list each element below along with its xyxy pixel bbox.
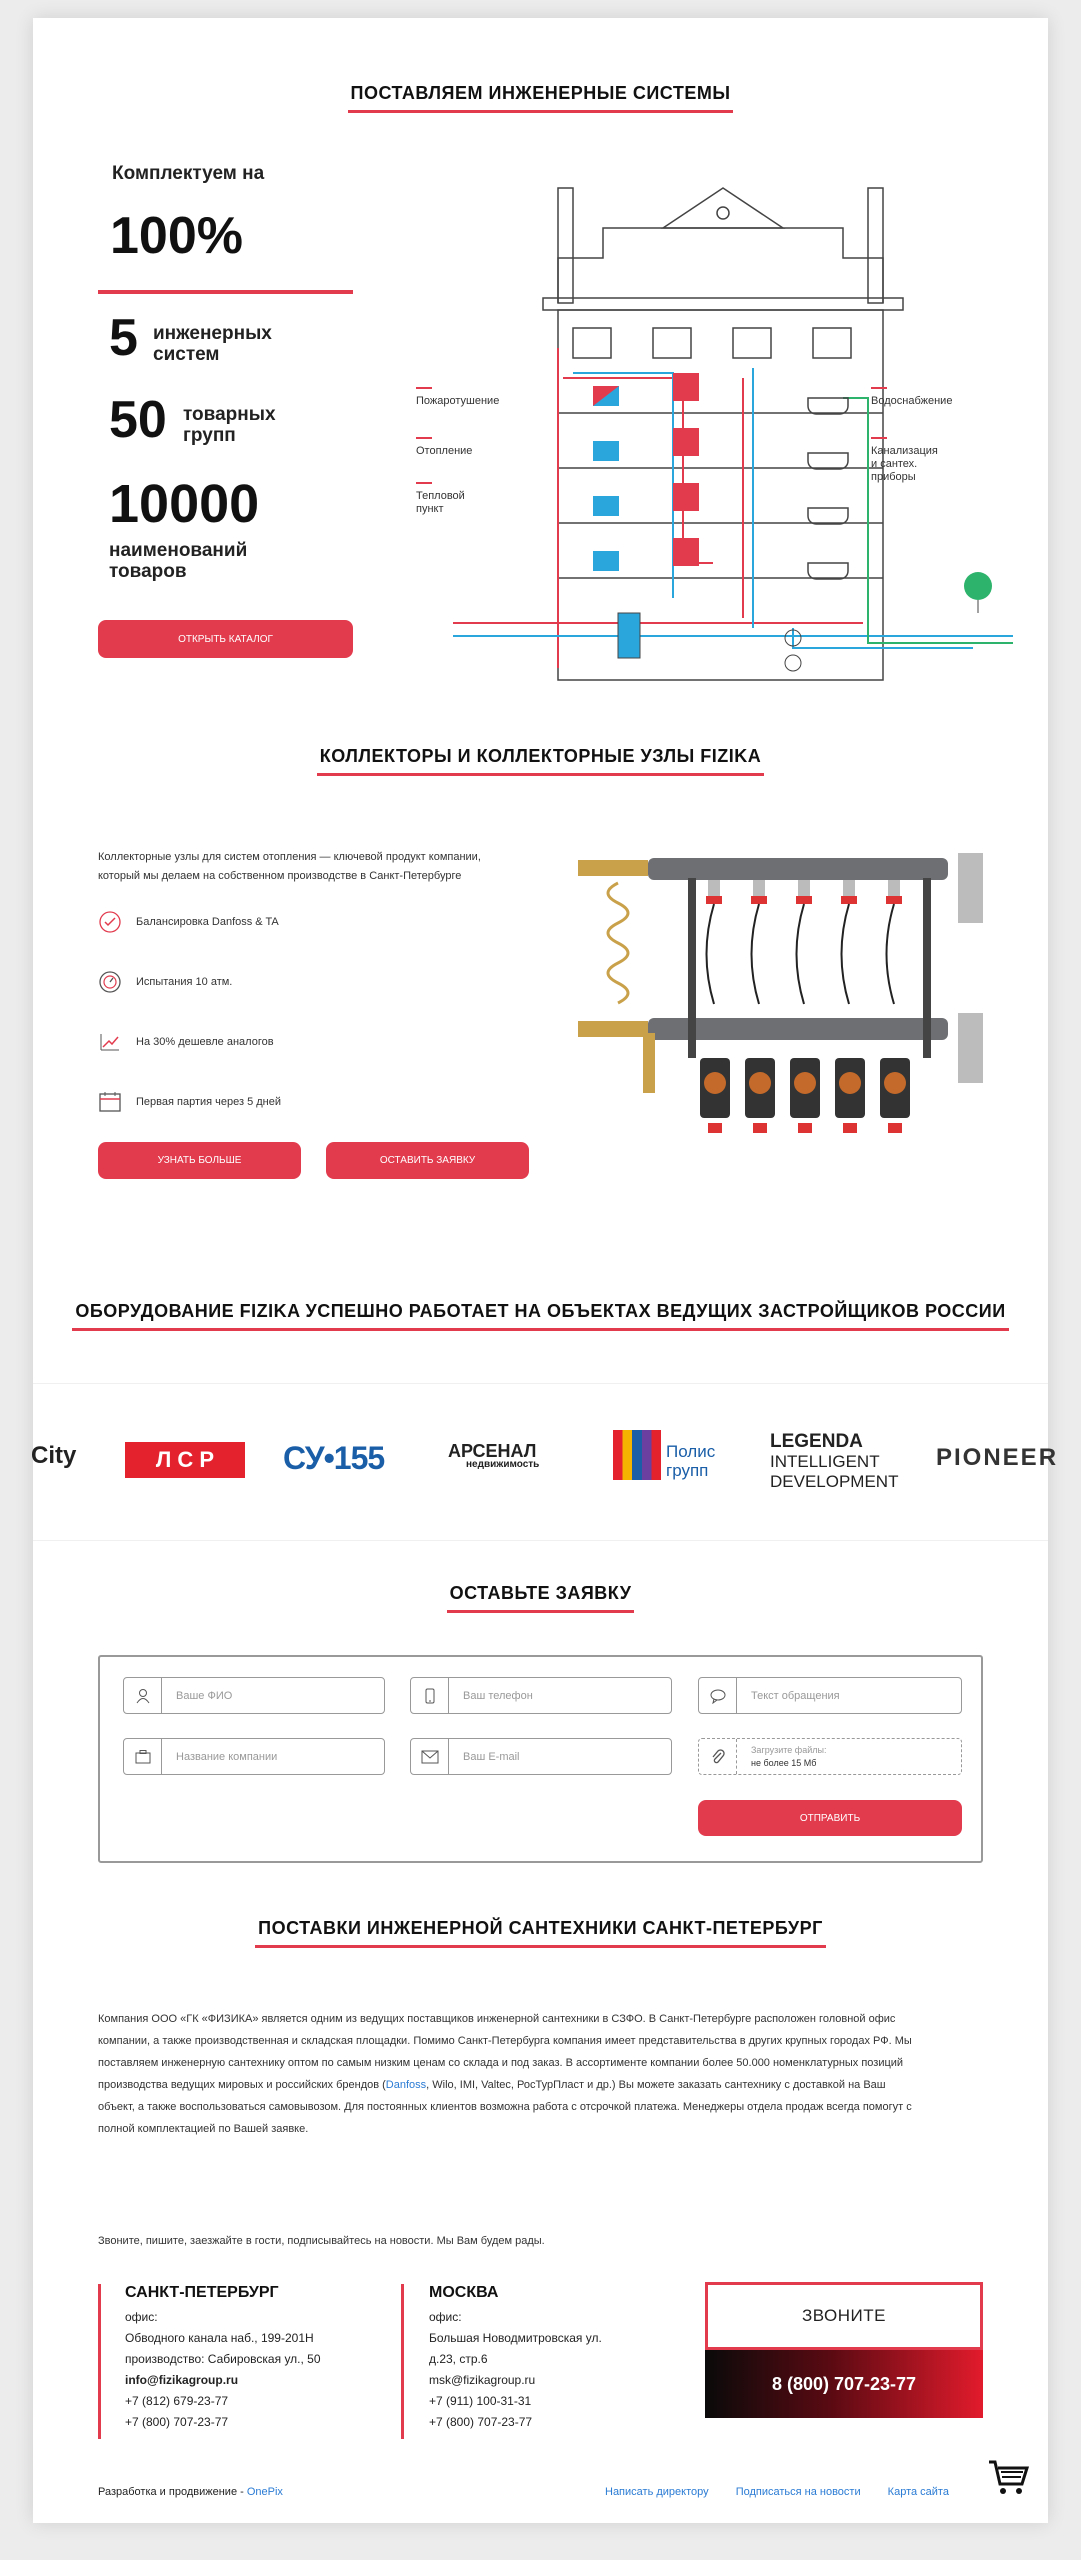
write-director-link[interactable]: Написать директору bbox=[605, 2486, 709, 2498]
feature-item: Испытания 10 атм. bbox=[98, 970, 232, 994]
logo-polis: Полис групп bbox=[666, 1442, 716, 1480]
footer-invite: Звоните, пишите, заезжайте в гости, подписывайтесь на новости. Мы Вам будем рады. bbox=[98, 2235, 545, 2247]
contacts-spb: САНКТ-ПЕТЕРБУРГ офис: Обводного канала наб., 199-201Н производство: Сабировская ул., 50 info@fizikagroup.ru +7 (812) 679-23-77 +7 (800) 707-23-77 bbox=[125, 2281, 321, 2433]
call-number-button[interactable]: 8 (800) 707-23-77 bbox=[705, 2350, 983, 2418]
feature-item: На 30% дешевле аналогов bbox=[98, 1030, 274, 1054]
section-title-partners: ОБОРУДОВАНИЕ FIZIKA УСПЕШНО РАБОТАЕТ НА ОБЪЕКТАХ ВЕДУЩИХ ЗАСТРОЙЩИКОВ РОССИИ bbox=[33, 1301, 1048, 1331]
learn-more-button[interactable]: УЗНАТЬ БОЛЬШЕ bbox=[98, 1142, 301, 1179]
onepix-link[interactable]: OnePix bbox=[246, 2486, 283, 2498]
company-field[interactable]: Название компании bbox=[123, 1738, 385, 1775]
stat-number: 10000 bbox=[109, 474, 260, 534]
msk-email-link[interactable]: msk@fizikagroup.ru bbox=[429, 2373, 536, 2387]
subscribe-news-link[interactable]: Подписаться на новости bbox=[735, 2486, 861, 2498]
spb-email-link[interactable]: info@fizikagroup.ru bbox=[125, 2373, 239, 2387]
diagram-label-heating: Отопление bbox=[416, 445, 473, 457]
contacts-msk: МОСКВА офис: Большая Новодмитровская ул. д.23, стр.6 msk@fizikagroup.ru +7 (911) 100-31-31 +7 (800) 707-23-77 bbox=[429, 2281, 602, 2433]
about-text: Компания ООО «ГК «ФИЗИКА» является одним из ведущих поставщиков инженерной сантехники в СЗФО. В Санкт-Петербурге расположен головной офис компании, а также производственная и складская площадки. Помимо Санкт-Петербурга компания имеет представительства в других крупных городах РФ. Мы поставляем инженерную сантехнику оптом по самым низким ценам со склада и под заказ. В ассортименте компании более 50.000 номенклатурных позиций производства ведущих мировых и российских брендов (Danfoss, Wilo, IMI, Valtec, РосТурПласт и др.) Вы можете заказать сантехнику с доставкой на Ваш объект, а также воспользоваться самовывозом. Для постоянных клиентов возможна работа с отсрочкой платежа. Менеджеры отдела продаж всегда помогут с полной комплектацией по Вашей заявке. bbox=[98, 2013, 912, 2135]
logo-city: City bbox=[31, 1442, 77, 1469]
diagram-label-fire: Пожаротушение bbox=[416, 395, 500, 407]
divider bbox=[98, 2284, 101, 2439]
diagram-label-heat-point: Тепловой пункт bbox=[416, 490, 465, 515]
section-title-about: ПОСТАВКИ ИНЖЕНЕРНОЙ САНТЕХНИКИ САНКТ-ПЕТЕРБУРГ bbox=[33, 1918, 1048, 1948]
logo-legenda: LEGENDA INTELLIGENT DEVELOPMENT bbox=[770, 1431, 899, 1491]
briefcase-icon bbox=[124, 1739, 162, 1774]
complect-label: Комплектуем на bbox=[112, 163, 265, 184]
logo-lsr: Л С Р bbox=[125, 1442, 245, 1478]
chat-icon bbox=[699, 1678, 737, 1713]
stat-label: наименований товаров bbox=[109, 540, 248, 582]
check-circle-icon bbox=[98, 910, 122, 934]
logo-su155: СУ•155 bbox=[283, 1440, 385, 1476]
footer-links bbox=[605, 2486, 949, 2498]
feature-item: Первая партия через 5 дней bbox=[98, 1090, 281, 1114]
msk-phone[interactable]: +7 (911) 100-31-31 bbox=[429, 2394, 532, 2408]
cart-icon[interactable] bbox=[987, 2458, 1029, 2503]
engineering-systems-diagram bbox=[413, 168, 1033, 698]
stat-label: товарных групп bbox=[183, 404, 276, 446]
partners-logos-strip bbox=[31, 1383, 1059, 1541]
stat-label: инженерных систем bbox=[153, 323, 272, 365]
calendar-icon bbox=[98, 1090, 122, 1114]
msk-phone[interactable]: +7 (800) 707-23-77 bbox=[429, 2415, 533, 2429]
request-form bbox=[98, 1655, 983, 1863]
diagram-label-sewer: Канализация и сантех. приборы bbox=[871, 445, 938, 483]
spb-phone[interactable]: +7 (800) 707-23-77 bbox=[125, 2415, 229, 2429]
logo-polis-mark bbox=[613, 1430, 661, 1480]
stat-number: 50 bbox=[109, 391, 167, 449]
section-title-form: ОСТАВЬТЕ ЗАЯВКУ bbox=[33, 1583, 1048, 1613]
developer-credit: Разработка и продвижение - OnePix bbox=[98, 2486, 283, 2498]
feature-item: Балансировка Danfoss & TA bbox=[98, 910, 279, 934]
divider bbox=[401, 2284, 404, 2439]
collector-product-image bbox=[558, 818, 998, 1228]
trend-up-icon bbox=[98, 1030, 122, 1054]
name-field[interactable]: Ваше ФИО bbox=[123, 1677, 385, 1714]
phone-field[interactable]: Ваш телефон bbox=[410, 1677, 672, 1714]
email-field[interactable]: Ваш E-mail bbox=[410, 1738, 672, 1775]
submit-button[interactable]: ОТПРАВИТЬ bbox=[698, 1800, 962, 1836]
file-upload[interactable] bbox=[698, 1738, 962, 1775]
spb-phone[interactable]: +7 (812) 679-23-77 bbox=[125, 2394, 229, 2408]
complect-value: 100% bbox=[110, 207, 243, 265]
divider bbox=[98, 290, 353, 294]
diagram-label-water: Водоснабжение bbox=[871, 395, 953, 407]
page bbox=[31, 18, 1059, 2523]
sitemap-link[interactable]: Карта сайта bbox=[887, 2486, 949, 2498]
mail-icon bbox=[411, 1739, 449, 1774]
logo-arsenal: АРСЕНАЛ недвижимость bbox=[448, 1441, 540, 1470]
leave-request-button[interactable]: ОСТАВИТЬ ЗАЯВКУ bbox=[326, 1142, 529, 1179]
gauge-icon bbox=[98, 970, 122, 994]
collectors-intro: Коллекторные узлы для систем отопления — ключевой продукт компании, который мы делаем на собственном производстве в Санкт-Петербурге bbox=[98, 851, 481, 882]
upload-label: Загрузите файлы: не более 15 Мб bbox=[751, 1744, 827, 1768]
section-title-collectors: КОЛЛЕКТОРЫ И КОЛЛЕКТОРНЫЕ УЗЛЫ FIZIKA bbox=[33, 746, 1048, 776]
paperclip-icon bbox=[699, 1739, 737, 1774]
danfoss-link[interactable]: Danfoss bbox=[385, 2079, 427, 2091]
message-field[interactable]: Текст обращения bbox=[698, 1677, 962, 1714]
open-catalog-button[interactable]: ОТКРЫТЬ КАТАЛОГ bbox=[98, 620, 353, 658]
user-icon bbox=[124, 1678, 162, 1713]
phone-icon bbox=[411, 1678, 449, 1713]
call-label: ЗВОНИТЕ bbox=[705, 2282, 983, 2350]
logo-pioneer: PIONEER bbox=[936, 1444, 1059, 1471]
section-title-systems: ПОСТАВЛЯЕМ ИНЖЕНЕРНЫЕ СИСТЕМЫ bbox=[33, 83, 1048, 113]
stat-number: 5 bbox=[109, 309, 138, 367]
